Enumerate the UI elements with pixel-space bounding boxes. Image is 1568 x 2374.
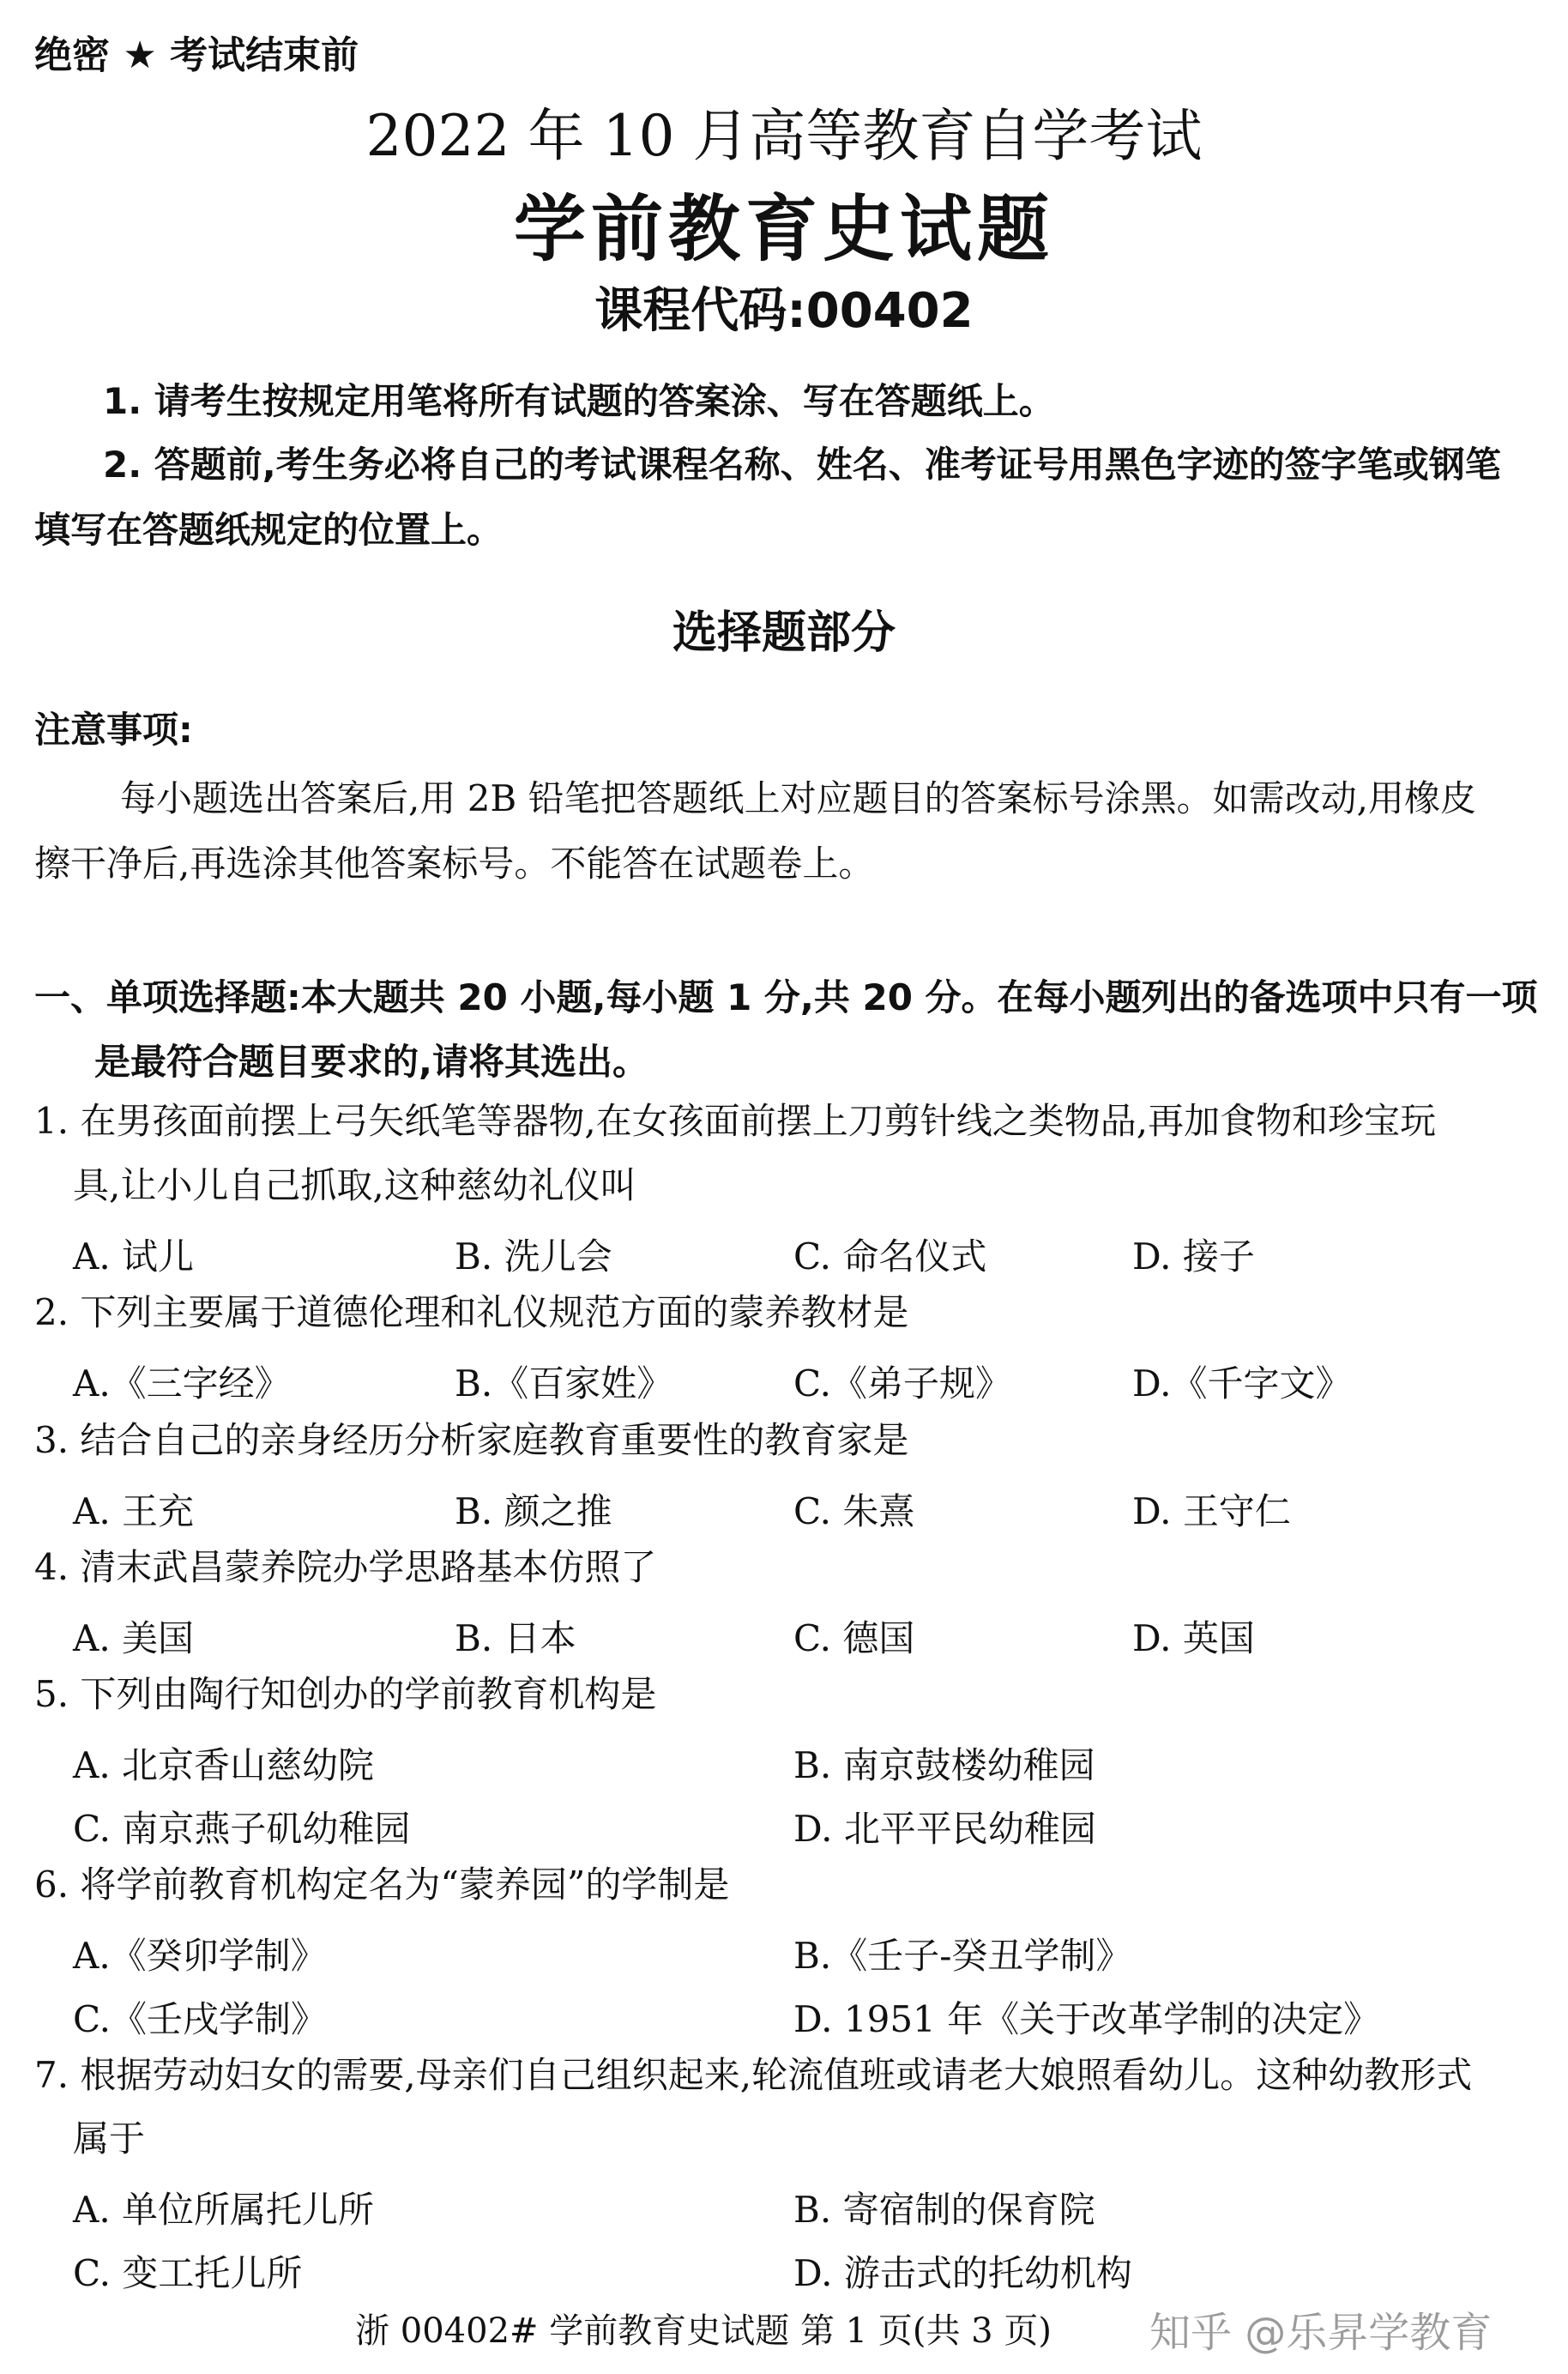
question-2-option-c[interactable]: C.《弟子规》 bbox=[793, 1362, 1011, 1404]
question-2-option-b[interactable]: B.《百家姓》 bbox=[455, 1362, 673, 1404]
question-4-stem: 4. 清末武昌蒙养院办学思路基本仿照了 bbox=[34, 1546, 657, 1588]
instruction-2-line-1: 2. 答题前,考生务必将自己的考试课程名称、姓名、准考证号用黑色字迹的签字笔或钢笔 bbox=[103, 444, 1501, 486]
question-3-option-a[interactable]: A. 王充 bbox=[73, 1490, 195, 1532]
question-7-stem-line-1: 7. 根据劳动妇女的需要,母亲们自己组织起来,轮流值班或请老大娘照看幼儿。这种幼教形式 bbox=[34, 2054, 1473, 2096]
question-2-stem: 2. 下列主要属于道德伦理和礼仪规范方面的蒙养教材是 bbox=[34, 1291, 909, 1333]
course-code: 课程代码:00402 bbox=[594, 283, 974, 339]
question-2-option-d[interactable]: D.《千字文》 bbox=[1132, 1362, 1352, 1404]
question-1-option-a[interactable]: A. 试儿 bbox=[73, 1235, 195, 1278]
note-line-2: 擦干净后,再选涂其他答案标号。不能答在试题卷上。 bbox=[34, 843, 875, 885]
question-4-option-a[interactable]: A. 美国 bbox=[73, 1617, 195, 1659]
section-1-heading-line-1: 一、单项选择题:本大题共 20 小题,每小题 1 分,共 20 分。在每小题列出的备选项中只有一项 bbox=[34, 976, 1538, 1018]
page-footer: 浙 00402# 学前教育史试题 第 1 页(共 3 页) bbox=[355, 2311, 1052, 2351]
exam-title: 2022 年 10 月高等教育自学考试 bbox=[365, 103, 1203, 169]
note-line-1: 每小题选出答案后,用 2B 铅笔把答题纸上对应题目的答案标号涂黑。如需改动,用橡皮 bbox=[120, 777, 1476, 819]
question-6-option-c[interactable]: C.《壬戌学制》 bbox=[73, 1998, 327, 2040]
question-1-option-c[interactable]: C. 命名仪式 bbox=[793, 1235, 987, 1278]
question-6-option-a[interactable]: A.《癸卯学制》 bbox=[73, 1935, 327, 1977]
question-3-stem: 3. 结合自己的亲身经历分析家庭教育重要性的教育家是 bbox=[34, 1419, 909, 1461]
question-1-stem-line-1: 1. 在男孩面前摆上弓矢纸笔等器物,在女孩面前摆上刀剪针线之类物品,再加食物和珍宝玩 bbox=[34, 1100, 1437, 1142]
question-3-option-b[interactable]: B. 颜之推 bbox=[455, 1490, 612, 1532]
question-3-option-c[interactable]: C. 朱熹 bbox=[793, 1490, 915, 1532]
question-2-option-a[interactable]: A.《三字经》 bbox=[73, 1362, 291, 1404]
instruction-1: 1. 请考生按规定用笔将所有试题的答案涂、写在答题纸上。 bbox=[103, 380, 1055, 422]
question-7-option-d[interactable]: D. 游击式的托幼机构 bbox=[793, 2252, 1132, 2294]
question-1-stem-line-2: 具,让小儿自己抓取,这种慈幼礼仪叫 bbox=[73, 1164, 636, 1206]
question-1-option-d[interactable]: D. 接子 bbox=[1132, 1235, 1255, 1278]
watermark: 知乎 @乐昇学教育 bbox=[1149, 2309, 1493, 2357]
question-6-stem: 6. 将学前教育机构定名为“蒙养园”的学制是 bbox=[34, 1864, 730, 1906]
question-6-option-b[interactable]: B.《壬子-癸丑学制》 bbox=[793, 1935, 1132, 1977]
question-5-option-b[interactable]: B. 南京鼓楼幼稚园 bbox=[793, 1744, 1095, 1786]
question-7-stem-line-2: 属于 bbox=[73, 2117, 146, 2160]
confidential-label: 绝密 ★ 考试结束前 bbox=[34, 33, 359, 77]
question-7-option-b[interactable]: B. 寄宿制的保育院 bbox=[793, 2189, 1095, 2231]
section-1-heading-line-2: 是最符合题目要求的,请将其选出。 bbox=[94, 1041, 648, 1083]
question-4-option-d[interactable]: D. 英国 bbox=[1132, 1617, 1255, 1659]
question-5-option-c[interactable]: C. 南京燕子矶幼稚园 bbox=[73, 1808, 411, 1850]
question-6-option-d[interactable]: D. 1951 年《关于改革学制的决定》 bbox=[793, 1998, 1380, 2040]
question-3-option-d[interactable]: D. 王守仁 bbox=[1132, 1490, 1291, 1532]
question-5-option-a[interactable]: A. 北京香山慈幼院 bbox=[73, 1744, 375, 1786]
question-7-option-a[interactable]: A. 单位所属托儿所 bbox=[73, 2189, 375, 2231]
question-5-option-d[interactable]: D. 北平平民幼稚园 bbox=[793, 1808, 1096, 1850]
question-7-option-c[interactable]: C. 变工托儿所 bbox=[73, 2252, 303, 2294]
note-heading: 注意事项: bbox=[34, 709, 193, 751]
subject-title: 学前教育史试题 bbox=[513, 187, 1054, 271]
instruction-2-line-2: 填写在答题纸规定的位置上。 bbox=[34, 509, 504, 551]
question-1-option-b[interactable]: B. 洗儿会 bbox=[455, 1235, 612, 1278]
part-title: 选择题部分 bbox=[672, 607, 896, 659]
question-5-stem: 5. 下列由陶行知创办的学前教育机构是 bbox=[34, 1673, 657, 1715]
question-4-option-b[interactable]: B. 日本 bbox=[455, 1617, 576, 1659]
question-4-option-c[interactable]: C. 德国 bbox=[793, 1617, 915, 1659]
